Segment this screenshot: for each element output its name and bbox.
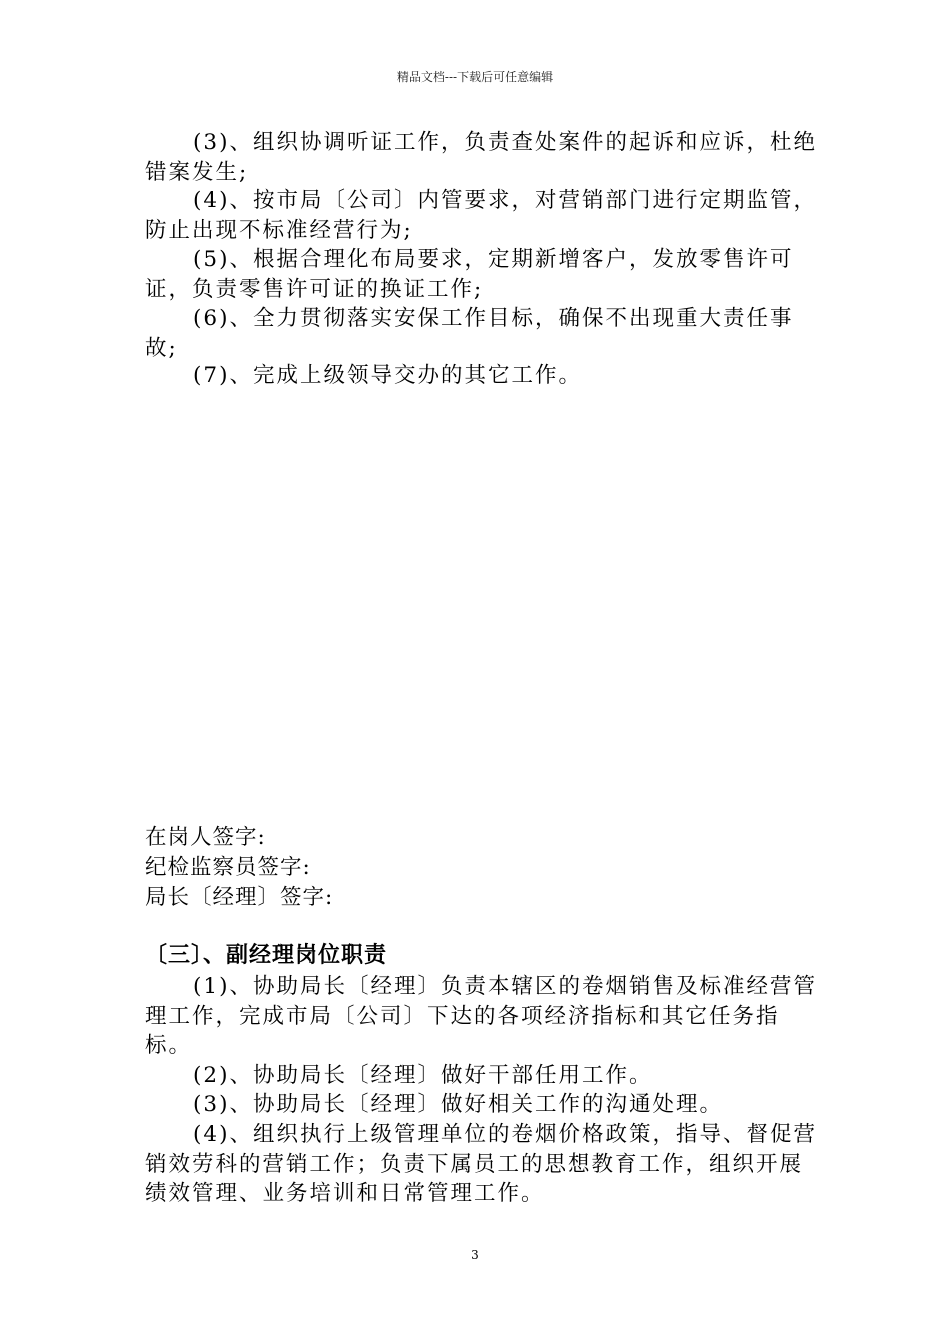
deputy-duty-item-4 — [145, 1120, 825, 1209]
signature-inspector: 纪检监察员签字: — [145, 855, 311, 880]
deputy-duty-item-2 — [145, 1061, 825, 1091]
duty-item-4 — [145, 186, 825, 245]
duty-item-6 — [145, 304, 825, 363]
duty-item-3 — [145, 128, 825, 187]
deputy-duty-item-3 — [145, 1090, 825, 1120]
duty-text: (3)、协助局长〔经理〕做好相关工作的沟通处理。 — [193, 1092, 723, 1117]
duty-text: (1)、协助局长〔经理〕负责本辖区的卷烟销售及标准经营管理工作，完成市局〔公司〕下达的各项经济指标和其它任务指标。 — [145, 974, 817, 1058]
duty-item-5 — [145, 245, 825, 304]
duty-text: (2)、协助局长〔经理〕做好干部任用工作。 — [193, 1063, 653, 1088]
section-title: 〔三〕、副经理岗位职责 — [145, 942, 388, 968]
duty-text: (3)、组织协调听证工作，负责查处案件的起诉和应诉，杜绝错案发生; — [145, 130, 817, 185]
signature-director: 局长〔经理〕签字: — [145, 885, 334, 910]
duty-text: (4)、按市局〔公司〕内管要求，对营销部门进行定期监管，防止出现不标准经营行为; — [145, 188, 817, 243]
deputy-duty-item-1 — [145, 972, 825, 1061]
duty-item-7 — [145, 361, 825, 391]
page-header: 精品文档---下载后可任意编辑 — [396, 70, 554, 84]
duty-text: (7)、完成上级领导交办的其它工作。 — [193, 363, 582, 388]
duty-text: (6)、全力贯彻落实安保工作目标，确保不出现重大责任事故; — [145, 306, 794, 361]
signature-incumbent: 在岗人签字: — [145, 825, 266, 850]
page-number: 3 — [471, 1248, 479, 1262]
duty-text: (4)、组织执行上级管理单位的卷烟价格政策，指导、督促营销效劳科的营销工作；负责下属员工的思想教育工作，组织开展绩效管理、业务培训和日常管理工作。 — [145, 1122, 817, 1206]
signature-block — [145, 823, 333, 913]
duty-text: (5)、根据合理化布局要求，定期新增客户，发放零售许可证，负责零售许可证的换证工作; — [145, 247, 794, 302]
